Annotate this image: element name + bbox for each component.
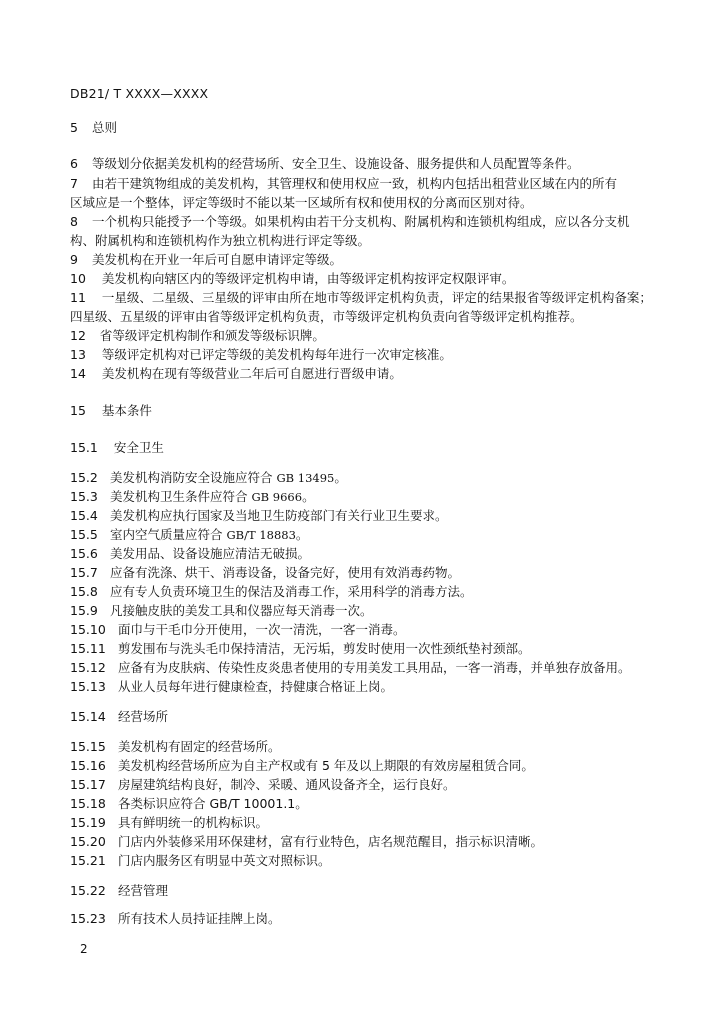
clause-text: 总则 xyxy=(91,120,117,135)
clause-number: 15.17 xyxy=(70,777,106,792)
clause-15-12 xyxy=(70,660,631,676)
clause-number: 9 xyxy=(70,252,78,267)
clause-number: 15.10 xyxy=(70,622,106,637)
clause-text: 美发用品、设备设施应清洁无破损。 xyxy=(110,546,311,561)
clause-number: 15 xyxy=(70,403,86,418)
clause-number: 12 xyxy=(70,328,86,343)
clause-15-19 xyxy=(70,815,268,831)
clause-15-23 xyxy=(70,911,281,927)
clause-15-2 xyxy=(70,470,347,486)
clause-text: 凡接触皮肤的美发工具和仪器应每天消毒一次。 xyxy=(110,603,373,618)
clause-15-16 xyxy=(70,758,534,774)
clause-text: 剪发围布与洗头毛巾保持清洁，无污垢，剪发时使用一次性颈纸垫衬颈部。 xyxy=(118,641,531,656)
clause-number: 7 xyxy=(70,176,78,191)
clause-number: 14 xyxy=(70,366,86,381)
clause-text: 应备有为皮肤病、传染性皮炎患者使用的专用美发工具用品，一客一消毒，并单独存放备用。 xyxy=(118,660,631,675)
clause-15 xyxy=(70,403,152,419)
clause-6 xyxy=(70,156,579,172)
standard-reference: GB 13495 xyxy=(276,471,335,485)
clause-15-20 xyxy=(70,834,543,850)
clause-number: 15.12 xyxy=(70,660,106,675)
clause-number: 15.22 xyxy=(70,883,106,898)
clause-number: 15.21 xyxy=(70,853,106,868)
clause-text: 安全卫生 xyxy=(113,440,164,455)
clause-text: 具有鲜明统一的机构标识。 xyxy=(118,815,269,830)
clause-text: 美发机构向辖区内的等级评定机构申请，由等级评定机构按评定权限评审。 xyxy=(101,271,515,286)
clause-10 xyxy=(70,271,514,287)
clause-number: 15.23 xyxy=(70,911,106,926)
clause-15-18 xyxy=(70,796,308,812)
clause-number: 15.9 xyxy=(70,603,98,618)
clause-15-14 xyxy=(70,709,168,725)
clause-number: 15.19 xyxy=(70,815,106,830)
clause-15-5 xyxy=(70,527,308,543)
clause-12 xyxy=(70,328,325,344)
clause-text: 一个机构只能授予一个等级。如果机构由若干分支机构、附属机构和连锁机构组成，应以各分支机 xyxy=(91,214,630,229)
clause-text: 美发机构应执行国家及当地卫生防疫部门有关行业卫生要求。 xyxy=(110,508,448,523)
clause-5 xyxy=(70,120,117,136)
clause-number: 15.14 xyxy=(70,709,106,724)
clause-text: 美发机构消防安全设施应符合 xyxy=(110,470,273,485)
clause-text: 等级划分依据美发机构的经营场所、安全卫生、设施设备、服务提供和人员配置等条件。 xyxy=(91,156,580,171)
clause-text: 美发机构经营场所应为自主产权或有 5 年及以上期限的有效房屋租赁合同。 xyxy=(118,758,534,773)
standard-reference: GB 9666 xyxy=(251,490,303,504)
clause-15-8 xyxy=(70,584,473,600)
page-number: 2 xyxy=(80,942,88,956)
clause-number: 6 xyxy=(70,156,78,171)
clause-15-22 xyxy=(70,883,168,899)
clause-11-continuation: 四星级、五星级的评审由省等级评定机构负责，市等级评定机构负责向省等级评定机构推荐。 xyxy=(70,309,583,324)
clause-15-15 xyxy=(70,739,281,755)
clause-text: 美发机构卫生条件应符合 xyxy=(110,489,248,504)
clause-text: 室内空气质量应符合 xyxy=(110,527,223,542)
clause-7-continuation: 区域应是一个整体，评定等级时不能以某一区域所有权和使用权的分离而区别对待。 xyxy=(70,195,533,210)
clause-8 xyxy=(70,214,629,230)
clause-number: 15.16 xyxy=(70,758,106,773)
clause-11 xyxy=(70,290,652,306)
clause-number: 5 xyxy=(70,120,78,135)
clause-15-17 xyxy=(70,777,456,793)
clause-15-7 xyxy=(70,565,460,581)
clause-number: 15.15 xyxy=(70,739,106,754)
clause-9 xyxy=(70,252,342,268)
clause-15-10 xyxy=(70,622,406,638)
clause-15-9 xyxy=(70,603,373,619)
clause-text: 美发机构在现有等级营业二年后可自愿进行晋级申请。 xyxy=(101,366,402,381)
clause-text: 各类标识应符合 GB/T 10001.1。 xyxy=(118,796,308,811)
clause-13 xyxy=(70,347,452,363)
clause-number: 15.6 xyxy=(70,546,98,561)
clause-end: 。 xyxy=(334,470,347,485)
clause-number: 11 xyxy=(70,290,86,305)
clause-text: 省等级评定机构制作和颁发等级标识牌。 xyxy=(99,328,325,343)
clause-text: 基本条件 xyxy=(101,403,152,418)
clause-number: 13 xyxy=(70,347,86,362)
standard-reference: GB/T 18883 xyxy=(226,528,296,542)
clause-text: 从业人员每年进行健康检查，持健康合格证上岗。 xyxy=(118,679,394,694)
clause-text: 美发机构有固定的经营场所。 xyxy=(118,739,281,754)
clause-text: 经营场所 xyxy=(118,709,169,724)
clause-15-1 xyxy=(70,440,164,456)
clause-number: 15.5 xyxy=(70,527,98,542)
clause-text: 应有专人负责环境卫生的保洁及消毒工作，采用科学的消毒方法。 xyxy=(110,584,473,599)
clause-text: 面巾与干毛巾分开使用，一次一清洗，一客一消毒。 xyxy=(118,622,406,637)
clause-number: 15.3 xyxy=(70,489,98,504)
clause-15-4 xyxy=(70,508,448,524)
clause-text: 一星级、二星级、三星级的评审由所在地市等级评定机构负责，评定的结果报省等级评定机构备案； xyxy=(101,290,652,305)
clause-text: 等级评定机构对已评定等级的美发机构每年进行一次审定核准。 xyxy=(101,347,452,362)
clause-15-6 xyxy=(70,546,310,562)
clause-number: 15.18 xyxy=(70,796,106,811)
clause-7 xyxy=(70,176,617,192)
clause-end: 。 xyxy=(295,527,309,542)
clause-number: 15.4 xyxy=(70,508,98,523)
clause-number: 8 xyxy=(70,214,78,229)
clause-number: 15.8 xyxy=(70,584,98,599)
clause-text: 由若干建筑物组成的美发机构，其管理权和使用权应一致，机构内包括出租营业区域在内的所有 xyxy=(91,176,617,191)
clause-number: 15.11 xyxy=(70,641,106,656)
clause-15-13 xyxy=(70,679,393,695)
clause-text: 门店内外装修采用环保建材，富有行业特色，店名规范醒目，指示标识清晰。 xyxy=(118,834,544,849)
clause-text: 所有技术人员持证挂牌上岗。 xyxy=(118,911,281,926)
clause-text: 房屋建筑结构良好，制冷、采暖、通风设备齐全，运行良好。 xyxy=(118,777,456,792)
clause-15-3 xyxy=(70,489,315,505)
clause-text: 门店内服务区有明显中英文对照标识。 xyxy=(118,853,331,868)
clause-number: 15.2 xyxy=(70,470,98,485)
clause-text: 美发机构在开业一年后可自愿申请评定等级。 xyxy=(91,252,342,267)
clause-15-11 xyxy=(70,641,531,657)
clause-number: 15.13 xyxy=(70,679,106,694)
clause-number: 15.1 xyxy=(70,440,98,455)
clause-number: 10 xyxy=(70,271,86,286)
clause-number: 15.20 xyxy=(70,834,106,849)
clause-text: 应备有洗涤、烘干、消毒设备，设备完好，使用有效消毒药物。 xyxy=(110,565,461,580)
clause-text: 经营管理 xyxy=(118,883,169,898)
clause-15-21 xyxy=(70,853,331,869)
clause-number: 15.7 xyxy=(70,565,98,580)
clause-14 xyxy=(70,366,402,382)
standard-code-header: DB21/ T XXXX—XXXX xyxy=(70,86,209,101)
clause-8-continuation: 构、附属机构和连锁机构作为独立机构进行评定等级。 xyxy=(70,233,371,248)
clause-end: 。 xyxy=(302,489,315,504)
